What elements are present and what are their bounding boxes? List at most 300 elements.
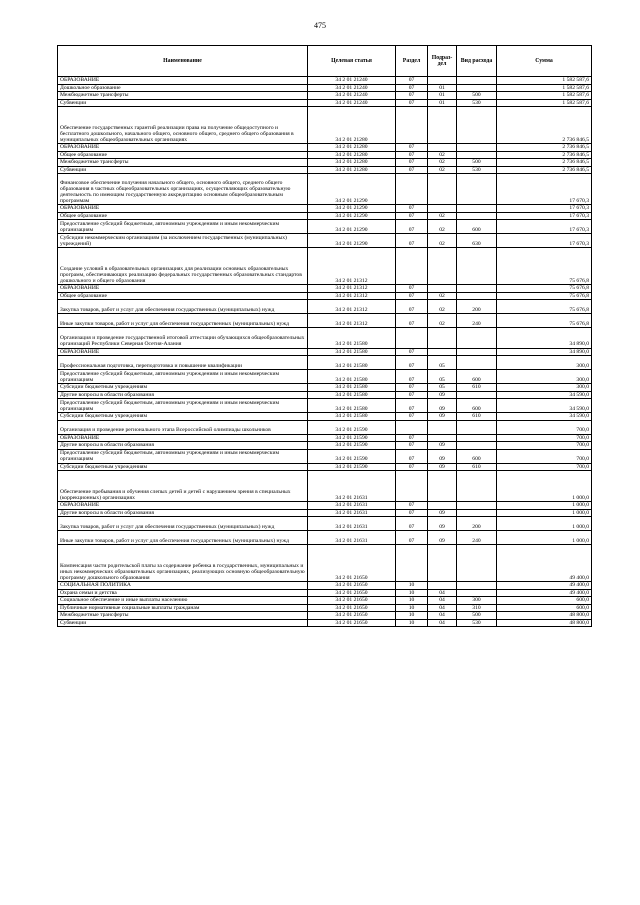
row-expense-cell [457, 248, 497, 285]
table-row [58, 582, 592, 590]
row-code-cell: 34 2 01 21280 [308, 107, 396, 144]
row-subsection-cell [428, 434, 457, 442]
row-code-cell: 34 2 01 21580 [308, 399, 396, 413]
row-sum-cell: 2 736 846,5 [497, 144, 592, 152]
row-expense-cell [457, 328, 497, 349]
row-name-cell: Обеспечение государственных гарантий реализации права на получение общедоступного и бесплатного дошкольного, начального общего, основного общего, среднего общего образования в муниципальных общеобразовательных организациях [58, 107, 308, 144]
row-code-cell: 34 2 01 21650 [308, 582, 396, 590]
row-subsection-cell: 05 [428, 356, 457, 370]
row-section-cell: 10 [396, 589, 428, 597]
table-row [58, 205, 592, 213]
row-name-cell: Закупка товаров, работ и услуг для обеспечения государственных (муниципальных) нужд [58, 517, 308, 531]
row-section-cell: 07 [396, 348, 428, 356]
row-section-cell: 07 [396, 517, 428, 531]
row-code-cell: 34 2 01 21631 [308, 471, 396, 502]
row-expense-cell [457, 84, 497, 92]
row-section-cell [396, 107, 428, 144]
table-row [58, 328, 592, 349]
row-expense-cell [457, 77, 497, 85]
row-name-cell: ОБРАЗОВАНИЕ [58, 144, 308, 152]
table-body [58, 77, 592, 627]
row-name-cell: СОЦИАЛЬНАЯ ПОЛИТИКА [58, 582, 308, 590]
row-code-cell: 34 2 01 21590 [308, 442, 396, 450]
row-expense-cell [457, 144, 497, 152]
row-section-cell: 07 [396, 434, 428, 442]
table-row [58, 92, 592, 100]
row-code-cell: 34 2 01 21650 [308, 589, 396, 597]
row-subsection-cell: 02 [428, 151, 457, 159]
row-section-cell: 07 [396, 384, 428, 392]
row-code-cell: 34 2 01 21631 [308, 517, 396, 531]
row-name-cell: Организация и проведение регионального этапа Всероссийской олимпиады школьников [58, 420, 308, 434]
row-code-cell: 34 2 01 21590 [308, 449, 396, 463]
table-row [58, 159, 592, 167]
row-code-cell: 34 2 01 21580 [308, 370, 396, 384]
row-expense-cell: 600 [457, 220, 497, 234]
table-row [58, 619, 592, 627]
row-section-cell [396, 471, 428, 502]
row-sum-cell: 300,0 [497, 356, 592, 370]
row-expense-cell: 200 [457, 517, 497, 531]
row-sum-cell: 34 590,0 [497, 399, 592, 413]
row-code-cell: 34 2 01 21280 [308, 166, 396, 174]
header-subsection: Подраз-дел [428, 46, 457, 77]
row-subsection-cell [428, 77, 457, 85]
row-subsection-cell [428, 107, 457, 144]
row-sum-cell: 17 670,3 [497, 174, 592, 205]
row-section-cell [396, 248, 428, 285]
row-name-cell: ОБРАЗОВАНИЕ [58, 77, 308, 85]
row-expense-cell: 200 [457, 300, 497, 314]
row-subsection-cell: 09 [428, 413, 457, 421]
row-sum-cell: 1 000,0 [497, 509, 592, 517]
row-expense-cell: 500 [457, 92, 497, 100]
row-sum-cell: 75 676,8 [497, 300, 592, 314]
row-subsection-cell: 02 [428, 212, 457, 220]
row-name-cell: Публичные нормативные социальные выплаты гражданам [58, 604, 308, 612]
row-subsection-cell: 04 [428, 612, 457, 620]
row-name-cell: Иные закупки товаров, работ и услуг для обеспечения государственных (муниципальных) нужд [58, 531, 308, 545]
budget-table [57, 45, 592, 627]
row-expense-cell [457, 174, 497, 205]
table-row [58, 420, 592, 434]
row-code-cell: 34 2 01 21590 [308, 463, 396, 471]
row-section-cell: 07 [396, 292, 428, 300]
row-name-cell: Межбюджетные трансферты [58, 612, 308, 620]
table-row [58, 99, 592, 107]
row-code-cell: 34 2 01 21290 [308, 212, 396, 220]
row-code-cell: 34 2 01 21312 [308, 314, 396, 328]
row-name-cell: Финансовое обеспечение получения начального общего, основного общего, среднего общего образования в частных общеобразовательных организациях, осуществляющих образовательную деятельность по имеющим государственную аккредитацию основным общеобразовательным программам [58, 174, 308, 205]
table-row [58, 545, 592, 582]
row-code-cell: 34 2 01 21280 [308, 144, 396, 152]
row-section-cell: 07 [396, 442, 428, 450]
row-expense-cell [457, 442, 497, 450]
table-row [58, 220, 592, 234]
row-section-cell: 07 [396, 391, 428, 399]
row-section-cell: 07 [396, 285, 428, 293]
table-row [58, 77, 592, 85]
row-subsection-cell [428, 248, 457, 285]
row-sum-cell: 1 582 587,6 [497, 84, 592, 92]
row-expense-cell [457, 509, 497, 517]
row-code-cell: 34 2 01 21290 [308, 205, 396, 213]
row-section-cell: 07 [396, 370, 428, 384]
row-section-cell: 07 [396, 234, 428, 248]
row-expense-cell [457, 391, 497, 399]
row-subsection-cell: 01 [428, 92, 457, 100]
row-sum-cell: 1 582 587,6 [497, 77, 592, 85]
row-code-cell: 34 2 01 21240 [308, 77, 396, 85]
table-row [58, 502, 592, 510]
row-expense-cell: 530 [457, 619, 497, 627]
row-sum-cell: 34 890,0 [497, 348, 592, 356]
row-code-cell: 34 2 01 21290 [308, 174, 396, 205]
row-expense-cell [457, 471, 497, 502]
row-subsection-cell [428, 582, 457, 590]
row-sum-cell: 600,0 [497, 597, 592, 605]
row-expense-cell [457, 348, 497, 356]
row-subsection-cell [428, 285, 457, 293]
row-sum-cell: 1 000,0 [497, 517, 592, 531]
row-expense-cell [457, 545, 497, 582]
row-section-cell: 07 [396, 99, 428, 107]
row-sum-cell: 17 670,3 [497, 234, 592, 248]
row-code-cell: 34 2 01 21240 [308, 99, 396, 107]
row-code-cell: 34 2 01 21650 [308, 619, 396, 627]
row-subsection-cell: 02 [428, 159, 457, 167]
row-sum-cell: 48 800,0 [497, 612, 592, 620]
row-code-cell: 34 2 01 21580 [308, 328, 396, 349]
row-expense-cell [457, 212, 497, 220]
table-row [58, 166, 592, 174]
row-sum-cell: 1 582 587,6 [497, 99, 592, 107]
row-sum-cell: 2 736 846,5 [497, 166, 592, 174]
row-expense-cell [457, 589, 497, 597]
row-name-cell: Профессиональная подготовка, переподготовка и повышение квалификации [58, 356, 308, 370]
row-sum-cell: 300,0 [497, 384, 592, 392]
row-subsection-cell: 02 [428, 220, 457, 234]
row-subsection-cell [428, 471, 457, 502]
row-subsection-cell: 01 [428, 99, 457, 107]
row-subsection-cell: 09 [428, 463, 457, 471]
row-name-cell: Общее образование [58, 151, 308, 159]
row-expense-cell: 310 [457, 604, 497, 612]
row-section-cell [396, 328, 428, 349]
row-name-cell: Создание условий в образовательных организациях для реализации основных образовательных программ, обеспечивающих реализацию федеральных государственных образовательных стандартов дошкольного и общего образования [58, 248, 308, 285]
row-section-cell: 07 [396, 84, 428, 92]
table-row [58, 471, 592, 502]
row-name-cell: Субвенции [58, 166, 308, 174]
row-name-cell: Субвенции [58, 99, 308, 107]
row-sum-cell: 2 736 846,5 [497, 159, 592, 167]
table-row [58, 434, 592, 442]
table-row [58, 399, 592, 413]
row-subsection-cell: 04 [428, 619, 457, 627]
row-subsection-cell: 04 [428, 597, 457, 605]
row-subsection-cell: 09 [428, 531, 457, 545]
row-subsection-cell [428, 328, 457, 349]
row-name-cell: ОБРАЗОВАНИЕ [58, 285, 308, 293]
row-expense-cell [457, 285, 497, 293]
row-section-cell: 10 [396, 582, 428, 590]
row-sum-cell: 49 400,0 [497, 582, 592, 590]
row-section-cell: 07 [396, 413, 428, 421]
row-code-cell: 34 2 01 21312 [308, 248, 396, 285]
row-section-cell [396, 420, 428, 434]
row-subsection-cell [428, 420, 457, 434]
row-section-cell: 07 [396, 509, 428, 517]
table-row [58, 589, 592, 597]
row-code-cell: 34 2 01 21280 [308, 151, 396, 159]
row-subsection-cell [428, 144, 457, 152]
row-name-cell: Субсидии бюджетным учреждениям [58, 384, 308, 392]
row-code-cell: 34 2 01 21631 [308, 509, 396, 517]
row-sum-cell: 2 736 846,5 [497, 107, 592, 144]
row-expense-cell [457, 292, 497, 300]
table-row [58, 463, 592, 471]
header-name: Наименование [58, 46, 308, 77]
row-section-cell: 07 [396, 314, 428, 328]
row-sum-cell: 17 670,3 [497, 212, 592, 220]
row-code-cell: 34 2 01 21312 [308, 285, 396, 293]
row-subsection-cell: 09 [428, 391, 457, 399]
row-subsection-cell: 02 [428, 292, 457, 300]
row-expense-cell: 240 [457, 314, 497, 328]
row-sum-cell: 2 736 846,5 [497, 151, 592, 159]
row-section-cell: 07 [396, 151, 428, 159]
row-section-cell: 07 [396, 166, 428, 174]
row-subsection-cell: 02 [428, 234, 457, 248]
row-name-cell: Субсидии бюджетным учреждениям [58, 463, 308, 471]
row-code-cell: 34 2 01 21580 [308, 348, 396, 356]
table-row [58, 413, 592, 421]
row-section-cell: 07 [396, 356, 428, 370]
row-name-cell: Межбюджетные трансферты [58, 159, 308, 167]
row-name-cell: Другие вопросы в области образования [58, 391, 308, 399]
row-subsection-cell: 02 [428, 300, 457, 314]
header-code: Целевая статья [308, 46, 396, 77]
row-sum-cell: 1 000,0 [497, 502, 592, 510]
row-section-cell: 07 [396, 502, 428, 510]
table-row [58, 509, 592, 517]
row-expense-cell: 500 [457, 159, 497, 167]
row-code-cell: 34 2 01 21580 [308, 384, 396, 392]
row-subsection-cell: 01 [428, 84, 457, 92]
row-name-cell: Общее образование [58, 292, 308, 300]
row-section-cell: 07 [396, 144, 428, 152]
row-expense-cell: 240 [457, 531, 497, 545]
row-code-cell: 34 2 01 21240 [308, 92, 396, 100]
row-sum-cell: 49 400,0 [497, 589, 592, 597]
row-expense-cell [457, 107, 497, 144]
row-name-cell: Предоставление субсидий бюджетным, автономным учреждениям и иным некоммерческим организациям [58, 220, 308, 234]
row-subsection-cell [428, 174, 457, 205]
table-row [58, 285, 592, 293]
row-subsection-cell: 09 [428, 517, 457, 531]
row-name-cell: ОБРАЗОВАНИЕ [58, 205, 308, 213]
table-row [58, 442, 592, 450]
row-name-cell: Межбюджетные трансферты [58, 92, 308, 100]
row-code-cell: 34 2 01 21631 [308, 502, 396, 510]
row-expense-cell [457, 205, 497, 213]
row-name-cell: Предоставление субсидий бюджетным, автономным учреждениям и иным некоммерческим организациям [58, 449, 308, 463]
row-sum-cell: 17 670,3 [497, 220, 592, 234]
row-sum-cell: 75 676,8 [497, 248, 592, 285]
row-code-cell: 34 2 01 21312 [308, 300, 396, 314]
table-row [58, 612, 592, 620]
row-sum-cell: 700,0 [497, 442, 592, 450]
row-subsection-cell [428, 348, 457, 356]
row-section-cell: 07 [396, 463, 428, 471]
table-row [58, 449, 592, 463]
row-code-cell: 34 2 01 21631 [308, 531, 396, 545]
row-sum-cell: 700,0 [497, 463, 592, 471]
row-name-cell: ОБРАЗОВАНИЕ [58, 502, 308, 510]
header-expense-type: Вид расхода [457, 46, 497, 77]
table-row [58, 517, 592, 531]
table-row [58, 174, 592, 205]
row-sum-cell: 1 000,0 [497, 531, 592, 545]
row-section-cell: 07 [396, 399, 428, 413]
table-row [58, 151, 592, 159]
row-expense-cell: 600 [457, 370, 497, 384]
row-sum-cell: 34 590,0 [497, 413, 592, 421]
table-header-row [58, 46, 592, 77]
row-name-cell: Закупка товаров, работ и услуг для обеспечения государственных (муниципальных) нужд [58, 300, 308, 314]
row-section-cell: 10 [396, 612, 428, 620]
table-row [58, 604, 592, 612]
row-section-cell: 10 [396, 597, 428, 605]
row-expense-cell: 530 [457, 166, 497, 174]
row-section-cell: 07 [396, 77, 428, 85]
row-subsection-cell: 04 [428, 589, 457, 597]
row-sum-cell: 600,0 [497, 604, 592, 612]
row-sum-cell: 75 676,8 [497, 292, 592, 300]
table-row [58, 370, 592, 384]
row-expense-cell [457, 356, 497, 370]
row-code-cell: 34 2 01 21280 [308, 159, 396, 167]
row-name-cell: Субвенции [58, 619, 308, 627]
row-section-cell: 07 [396, 449, 428, 463]
table-row [58, 597, 592, 605]
header-sum: Сумма [497, 46, 592, 77]
table-row [58, 144, 592, 152]
row-code-cell: 34 2 01 21590 [308, 434, 396, 442]
table-row [58, 248, 592, 285]
row-section-cell: 07 [396, 212, 428, 220]
row-name-cell: Обеспечение пребывания и обучения слепых детей и детей с нарушением зрения в специальных (коррекционных) организациях [58, 471, 308, 502]
table-row [58, 391, 592, 399]
table-row [58, 356, 592, 370]
row-sum-cell: 1 000,0 [497, 471, 592, 502]
row-code-cell: 34 2 01 21290 [308, 234, 396, 248]
row-sum-cell: 700,0 [497, 449, 592, 463]
row-name-cell: ОБРАЗОВАНИЕ [58, 434, 308, 442]
row-section-cell: 07 [396, 159, 428, 167]
row-expense-cell: 610 [457, 413, 497, 421]
row-sum-cell: 700,0 [497, 420, 592, 434]
table-row [58, 314, 592, 328]
row-code-cell: 34 2 01 21580 [308, 391, 396, 399]
row-expense-cell: 600 [457, 399, 497, 413]
row-subsection-cell: 02 [428, 166, 457, 174]
row-subsection-cell: 09 [428, 449, 457, 463]
budget-table-container [57, 45, 591, 627]
row-subsection-cell: 09 [428, 442, 457, 450]
row-name-cell: Предоставление субсидий бюджетным, автономным учреждениям и иным некоммерческим организациям [58, 399, 308, 413]
row-code-cell: 34 2 01 21312 [308, 292, 396, 300]
row-section-cell: 07 [396, 531, 428, 545]
row-expense-cell: 500 [457, 612, 497, 620]
row-sum-cell: 75 676,8 [497, 314, 592, 328]
table-row [58, 292, 592, 300]
row-expense-cell: 610 [457, 463, 497, 471]
table-row [58, 531, 592, 545]
table-row [58, 300, 592, 314]
row-section-cell [396, 174, 428, 205]
row-section-cell [396, 545, 428, 582]
row-expense-cell [457, 582, 497, 590]
row-subsection-cell: 05 [428, 370, 457, 384]
row-sum-cell: 17 670,3 [497, 205, 592, 213]
row-sum-cell: 75 676,8 [497, 285, 592, 293]
row-subsection-cell [428, 502, 457, 510]
row-name-cell: Другие вопросы в области образования [58, 442, 308, 450]
row-code-cell: 34 2 01 21580 [308, 413, 396, 421]
row-name-cell: Социальное обеспечение и иные выплаты населению [58, 597, 308, 605]
table-row [58, 84, 592, 92]
row-expense-cell: 300 [457, 597, 497, 605]
row-expense-cell [457, 151, 497, 159]
row-name-cell: Общее образование [58, 212, 308, 220]
row-expense-cell [457, 502, 497, 510]
row-name-cell: Другие вопросы в области образования [58, 509, 308, 517]
row-name-cell: Охрана семьи и детства [58, 589, 308, 597]
row-expense-cell: 600 [457, 449, 497, 463]
row-subsection-cell: 09 [428, 509, 457, 517]
row-name-cell: Компенсация части родительской платы за содержание ребенка в государственных, муниципальных и иных некоммерческих образовательных организациях, реализующих основную общеобразовательную программу дошкольного образования [58, 545, 308, 582]
row-expense-cell: 610 [457, 384, 497, 392]
row-subsection-cell [428, 205, 457, 213]
table-row [58, 212, 592, 220]
row-name-cell: Организация и проведение государственной итоговой аттестации обучающихся общеобразовательных организаций Республики Северная Осетия-Алания [58, 328, 308, 349]
row-section-cell: 07 [396, 205, 428, 213]
table-row [58, 348, 592, 356]
row-section-cell: 07 [396, 92, 428, 100]
row-section-cell: 07 [396, 300, 428, 314]
row-name-cell: Субсидии бюджетным учреждениям [58, 413, 308, 421]
row-code-cell: 34 2 01 21290 [308, 220, 396, 234]
row-code-cell: 34 2 01 21240 [308, 84, 396, 92]
row-code-cell: 34 2 01 21650 [308, 545, 396, 582]
row-name-cell: ОБРАЗОВАНИЕ [58, 348, 308, 356]
row-sum-cell: 700,0 [497, 434, 592, 442]
row-expense-cell [457, 420, 497, 434]
row-sum-cell: 34 590,0 [497, 391, 592, 399]
row-section-cell: 07 [396, 220, 428, 234]
row-section-cell: 10 [396, 604, 428, 612]
row-subsection-cell: 09 [428, 399, 457, 413]
row-sum-cell: 300,0 [497, 370, 592, 384]
row-code-cell: 34 2 01 21650 [308, 597, 396, 605]
row-expense-cell: 530 [457, 99, 497, 107]
row-code-cell: 34 2 01 21590 [308, 420, 396, 434]
row-sum-cell: 34 890,0 [497, 328, 592, 349]
row-code-cell: 34 2 01 21580 [308, 356, 396, 370]
row-code-cell: 34 2 01 21650 [308, 604, 396, 612]
page-number: 475 [314, 21, 326, 30]
